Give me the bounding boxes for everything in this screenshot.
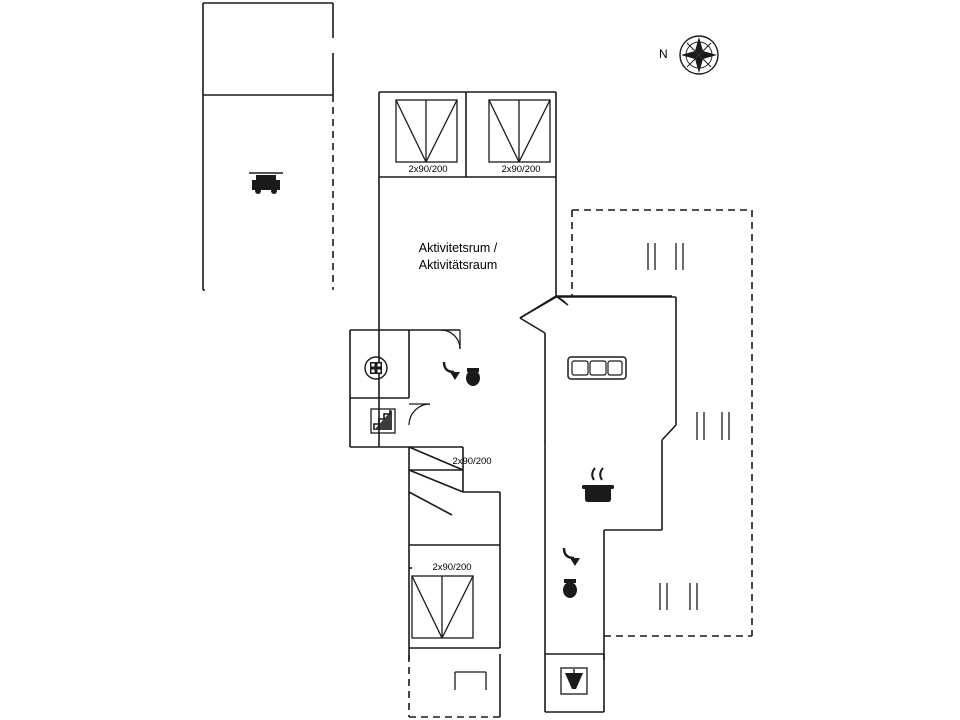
door-swings <box>409 318 525 447</box>
door-label-bottom: 2x90/200 <box>432 562 472 573</box>
shower-icon-upper-graphic <box>444 362 460 380</box>
carport-outline <box>203 3 333 290</box>
shower-icon-lower-graphic <box>564 548 580 566</box>
washing-machine-icon-graphic <box>365 357 387 379</box>
activity-room-walls <box>350 330 520 470</box>
door-label-middle: 2x90/200 <box>452 456 492 467</box>
sofa-icon-graphic <box>568 357 626 379</box>
bedroom-window-bottom <box>412 576 473 638</box>
window-openings <box>455 243 729 690</box>
car-icon-graphic <box>249 173 283 194</box>
cooking-pot-icon-graphic <box>582 468 614 502</box>
door-label-top-left: 2x90/200 <box>408 164 448 175</box>
room-label-activity-room <box>419 240 498 274</box>
door-label-top-right: 2x90/200 <box>501 164 541 175</box>
bedroom-window-top-left <box>396 100 457 162</box>
compass-rose-graphic <box>680 36 718 74</box>
room-label-line-1: Aktivitetsrum / <box>418 241 498 255</box>
toilet-icon-upper-graphic <box>466 368 480 386</box>
stairs-icon-graphic <box>371 409 395 433</box>
compass-north-label: N <box>659 47 668 61</box>
room-label-line-2: Aktivitätsraum <box>418 258 498 272</box>
terrace-dashed-right <box>572 210 752 636</box>
sink-icon-graphic <box>561 668 587 694</box>
bedroom-window-top-right <box>489 100 550 162</box>
house-outer-walls <box>379 92 672 330</box>
living-area-walls <box>520 296 700 420</box>
toilet-icon-lower-graphic <box>563 579 577 598</box>
